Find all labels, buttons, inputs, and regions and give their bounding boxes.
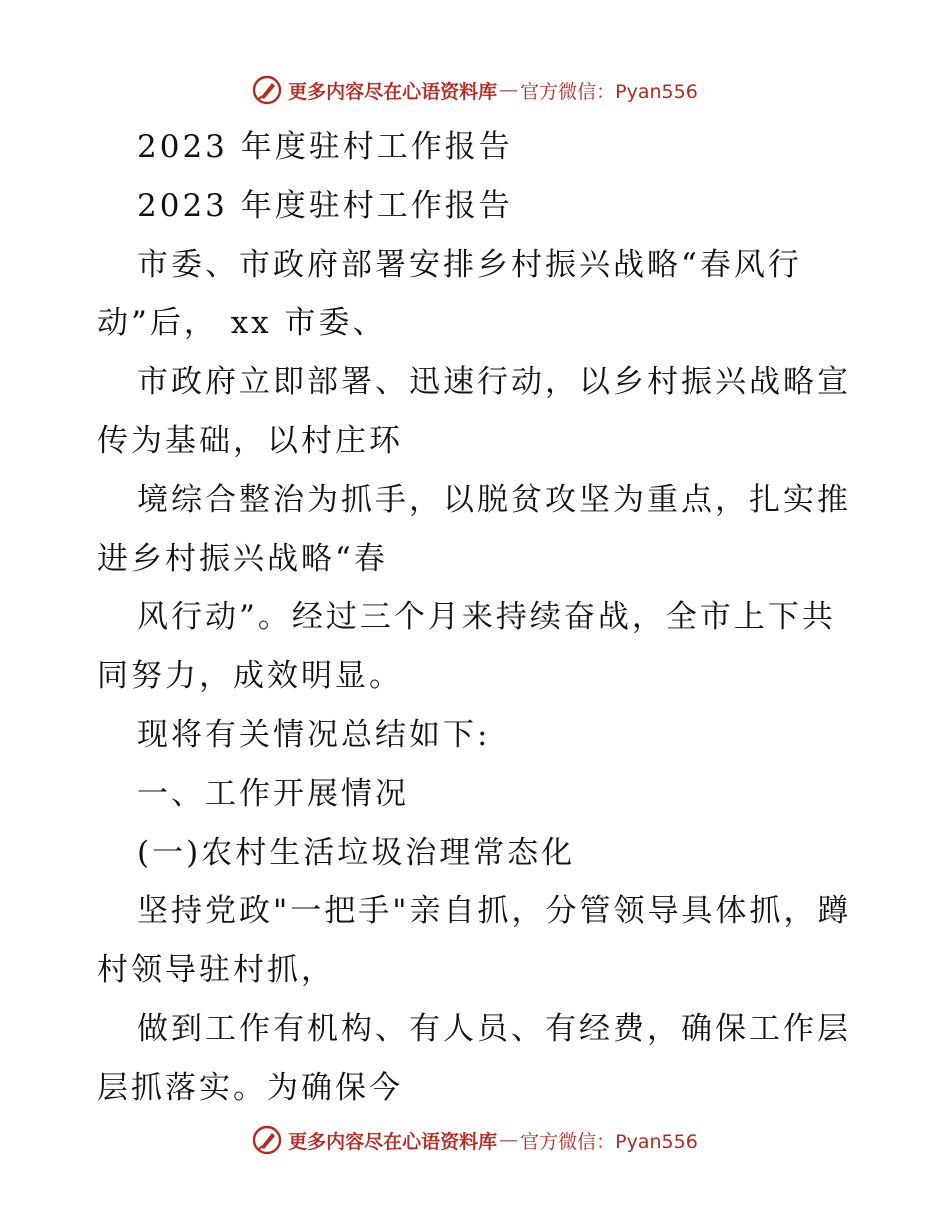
doc-paragraph-line: 境综合整治为抓手，以脱贫攻坚为重点，扎实推 [137,481,851,518]
doc-paragraph-line: 现将有关情况总结如下: [137,716,491,753]
watermark-main-text: 更多内容尽在心语资料库 [288,80,498,103]
doc-title-line: 2023 年度驻村工作报告 [137,129,513,165]
quill-logo-icon [252,75,282,105]
quill-logo-icon [252,1125,282,1155]
watermark-main-text: 更多内容尽在心语资料库 [288,1130,498,1153]
watermark-wechat-text: 官方微信：Pyan556 [520,1130,698,1153]
doc-subsection-heading: (一)农村生活垃圾治理常态化 [137,834,576,871]
doc-paragraph-line: 做到工作有机构、有人员、有经费，确保工作层 [137,1010,851,1047]
doc-paragraph-line: 市政府立即部署、迅速行动，以乡村振兴战略宣 [137,364,851,401]
doc-paragraph-line: 同努力，成效明显。 [97,658,403,695]
doc-paragraph-line: 风行动”。经过三个月来持续奋战，全市上下共 [137,599,836,636]
doc-paragraph-line: 市委、市政府部署安排乡村振兴战略“春风行 [137,246,802,283]
document-body [97,118,857,1118]
doc-paragraph-line: 坚持党政"一把手"亲自抓，分管领导具体抓，蹲 [137,893,852,930]
doc-paragraph-line: 进乡村振兴战略“春 [97,540,388,577]
doc-paragraph-line: 动”后， xx 市委、 [97,305,387,342]
watermark-banner-bottom [0,1120,950,1160]
doc-paragraph-line: 村领导驻村抓， [97,952,335,989]
watermark-dash: — [499,1129,519,1151]
watermark-dash: — [499,79,519,101]
watermark-wechat-text: 官方微信：Pyan556 [520,80,698,103]
watermark-banner-top [0,70,950,110]
doc-section-heading: 一、工作开展情况 [137,775,409,812]
doc-title-line: 2023 年度驻村工作报告 [137,187,513,224]
doc-paragraph-line: 层抓落实。为确保今 [97,1069,403,1106]
doc-paragraph-line: 传为基础，以村庄环 [97,422,403,459]
